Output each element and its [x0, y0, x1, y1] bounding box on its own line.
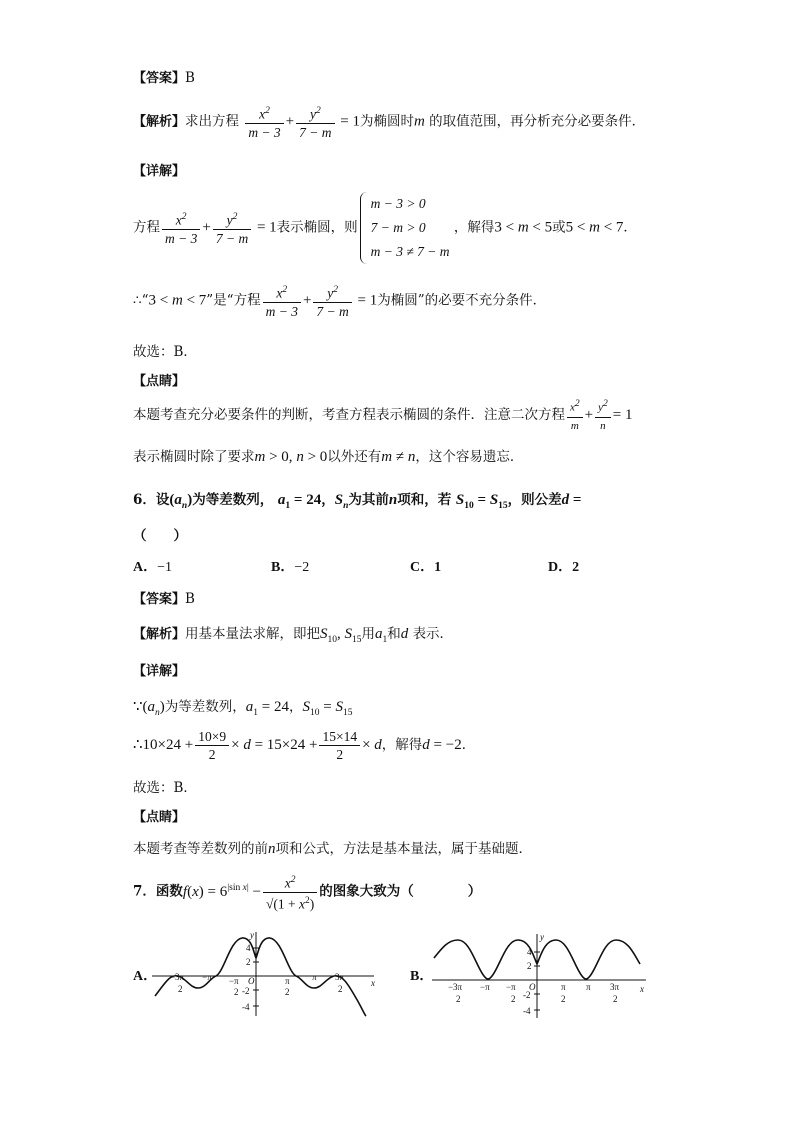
question-text: 6．设	[133, 492, 170, 508]
therefore-line-q5: ∴“3 < m < 7”是“方程 $\frac{x^2}{m - 3}$ + $\frac{y^2}{7 - m}$ = 1为椭圆”的必要不充分条件．	[133, 282, 546, 320]
analysis-tag: 【解析】	[133, 114, 186, 130]
option-value: 2	[572, 560, 580, 575]
tick-label: 2	[456, 994, 461, 1004]
tick-label: 2	[338, 984, 343, 994]
fraction: $\frac{x^2}{m - 3}$	[245, 103, 283, 141]
option-b-label: B．	[410, 969, 434, 984]
fraction: $\frac{x^2}{m - 3}$	[162, 209, 200, 247]
detail-tag: 【详解】	[133, 664, 186, 679]
tick-label: 3π	[610, 982, 620, 992]
option-value: −1	[157, 560, 173, 575]
option-value: −2	[294, 560, 310, 575]
choose-line-q5: 故选：B．	[133, 344, 197, 360]
option-label: A．	[133, 560, 158, 575]
question-text: 为其前	[348, 492, 389, 508]
tick-label: 3π	[175, 972, 185, 982]
fraction: $\frac{15\times 14}{2}$	[319, 728, 360, 763]
detail-text: 为等差数列，	[164, 699, 246, 715]
comment-line-1-q5: 本题考查充分必要条件的判断，考查方程表示椭圆的条件．注意二次方程 $\frac{x^2}{m}$ + $\frac{y^2}{n}$ = 1	[133, 396, 632, 435]
tick-label: 4	[527, 947, 532, 957]
detail-text: ，解得	[381, 737, 423, 753]
tick-label: 4	[246, 943, 251, 953]
tick-label: −	[448, 982, 454, 992]
analysis-text: 用基本量法求解，即把	[185, 626, 321, 642]
fraction: $\frac{x^2}{m}$	[567, 396, 583, 435]
tick-label: 3π	[453, 982, 463, 992]
option-value: 1	[434, 560, 442, 575]
detail-text: 或	[552, 219, 566, 236]
tick-label: π	[511, 982, 516, 992]
y-label: y	[250, 930, 254, 940]
detail-line-2-q6: ∴10×24 + $\frac{10\times 9}{2}$ × d = 15×24 + $\frac{15\times 14}{2}$ × d，解得d = −2．	[133, 729, 476, 762]
tick-label: 2	[285, 987, 290, 997]
answer-line-q5	[133, 67, 195, 86]
comment-tag: 【点睛】	[133, 810, 186, 825]
fraction: $\frac{x^2}{√(1 + x^2)}$	[263, 872, 317, 912]
answer-value: B	[185, 70, 195, 86]
detail-text: 为椭圆”的必要不充分条件．	[377, 292, 547, 309]
comment-line-q6: 本题考查等差数列的前n项和公式，方法是基本量法，属于基础题．	[133, 841, 532, 857]
inequality-system: m − 3 > 0 7 − m > 0 m − 3 ≠ 7 − m	[360, 192, 450, 264]
analysis-line-q6: 【解析】用基本量法求解，即把$S_{10}$, $S_{15}$用$a_1$和d 表示．	[133, 626, 454, 645]
question-text: 7．函数	[133, 883, 183, 900]
comment-text: ，这个容易遗忘．	[415, 449, 524, 465]
option-label: C．	[410, 560, 435, 575]
option-a	[133, 556, 172, 576]
comment-text: 本题考查充分必要条件的判断，考查方程表示椭圆的条件．注意二次方程	[133, 406, 565, 423]
tick-label: −π	[202, 972, 212, 982]
tick-label: -2	[523, 990, 531, 1000]
question-6-paren: （ ）	[133, 528, 187, 544]
x-label: x	[640, 984, 644, 994]
tick-label: −	[506, 982, 512, 992]
analysis-line-q5: 【解析】求出方程 $\frac{x^2}{m - 3}$ + $\frac{y^2}{7 - m}$ = 1为椭圆时m 的取值范围，再分析充分必要条件．	[133, 103, 645, 141]
comment-line-2-q5: 表示椭圆时除了要求m > 0, n > 0以外还有m ≠ n，这个容易遗忘．	[133, 449, 524, 465]
answer-value: B	[185, 591, 195, 607]
fraction: $\frac{y^2}{7 - m}$	[313, 282, 351, 320]
fraction: $\frac{y^2}{7 - m}$	[213, 209, 251, 247]
analysis-text: 的取值范围，再分析充分必要条件．	[429, 113, 646, 130]
tick-label: 2	[511, 994, 516, 1004]
analysis-tag: 【解析】	[133, 627, 186, 642]
tick-label: 2	[613, 994, 618, 1004]
tick-label: 2	[234, 987, 239, 997]
question-6-stem: 6．设$(a_n)$为等差数列， $a_1 = 24$，$S_n$为其前n项和，若 $S_{10} = S_{15}$，则公差d =	[133, 492, 582, 511]
comment-text: 表示椭圆时除了要求	[133, 449, 255, 465]
tick-label: -2	[242, 986, 250, 996]
fraction: $\frac{y^2}{n}$	[595, 396, 611, 435]
y-label: y	[540, 932, 544, 942]
answer-tag: 【答案】	[133, 71, 186, 86]
tick-label: −	[229, 976, 235, 986]
x-label: x	[371, 978, 375, 988]
option-a-label: A．	[133, 969, 158, 984]
tick-label: 2	[527, 961, 532, 971]
tick-label: π	[312, 972, 317, 982]
tick-label: −	[170, 972, 176, 982]
detail-line-q5: 方程 $\frac{x^2}{m - 3}$ + $\frac{y^2}{7 - m}$ = 1表示椭圆，则 m − 3 > 0 7 − m > 0 m − 3 ≠ 7 − m ，解得3 < m < 5或5 < m < 7．	[133, 192, 637, 264]
analysis-text: 表示．	[412, 626, 454, 642]
question-text: 项和，若	[397, 492, 452, 508]
detail-line-1-q6: $\because(a_n)$为等差数列，$a_1 = 24$，$S_{10} = S_{15}$	[133, 699, 353, 718]
option-b	[271, 556, 309, 576]
choose-line-q6: 故选：B．	[133, 780, 197, 796]
tick-label: π	[234, 976, 239, 986]
tick-label: 2	[561, 994, 566, 1004]
option-d	[548, 556, 579, 576]
analysis-text: 为椭圆时	[359, 113, 414, 130]
detail-text: ，解得	[453, 219, 495, 236]
detail-tag: 【详解】	[133, 164, 186, 179]
question-text: 的图象大致为（ ）	[319, 883, 482, 900]
graph-a	[150, 928, 380, 1018]
fraction: $\frac{10\times 9}{2}$	[195, 728, 229, 763]
tick-label: -4	[523, 1006, 531, 1016]
tick-label: π	[586, 982, 591, 992]
question-7-stem: 7．函数$f(x) = 6^{|sin x|}$ − $\frac{x^2}{√(1 + x^2)}$ 的图象大致为（ ）	[133, 872, 481, 912]
comment-text: 项和公式，方法是基本量法，属于基础题．	[275, 841, 532, 857]
answer-tag: 【答案】	[133, 592, 186, 607]
comment-text: 以外还有	[327, 449, 382, 465]
analysis-text: 求出方程	[185, 113, 240, 130]
origin-label: O	[248, 976, 255, 986]
tick-label: 2	[178, 984, 183, 994]
tick-label: 3π	[335, 972, 345, 982]
detail-text: 方程	[133, 219, 160, 236]
detail-text: 表示椭圆，则	[276, 219, 358, 236]
detail-text: ∴“	[133, 292, 149, 309]
comment-text: 本题考查等差数列的前	[133, 841, 268, 857]
origin-label: O	[529, 982, 536, 992]
option-label: D．	[548, 560, 573, 575]
analysis-text: 和	[387, 626, 401, 642]
comment-tag: 【点睛】	[133, 374, 186, 389]
option-label: B．	[271, 560, 295, 575]
fraction: $\frac{y^2}{7 - m}$	[296, 103, 334, 141]
analysis-text: 用	[361, 626, 376, 642]
question-text: ，则公差	[507, 492, 562, 508]
tick-label: −π	[480, 982, 490, 992]
answer-line-q6	[133, 588, 195, 607]
question-text: 为等差数列，	[192, 492, 274, 508]
tick-label: π	[561, 982, 566, 992]
tick-label: π	[285, 976, 290, 986]
tick-label: 2	[246, 957, 251, 967]
graph-b	[430, 930, 652, 1020]
tick-label: -4	[242, 1002, 250, 1012]
fraction: $\frac{x^2}{m - 3}$	[263, 282, 301, 320]
detail-text: ”是“方程	[206, 292, 261, 309]
option-c	[410, 556, 441, 576]
